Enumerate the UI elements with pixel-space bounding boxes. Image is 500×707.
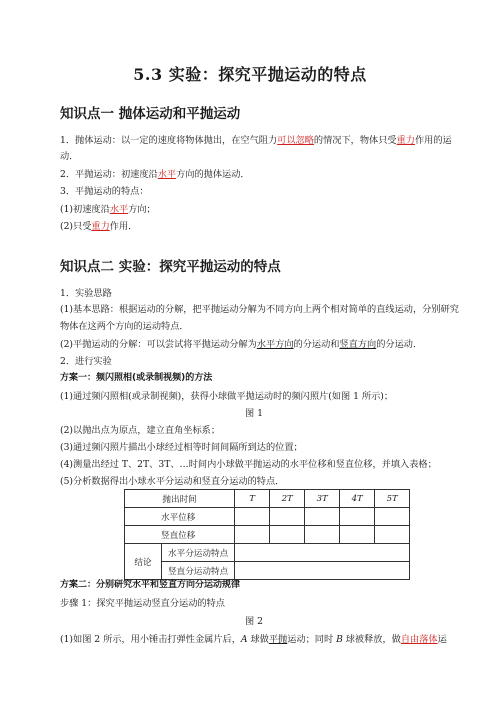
section-heading-1: 知识点一 抛体运动和平抛运动 [60,106,241,122]
paragraph-step-1: (1)通过频闪照相(或录制视频)，获得小球做平抛运动时的频闪照片(如图 1 所示)； [60,391,394,402]
paragraph-throw-motion: 1．抛体运动：以一定的速度将物体抛出，在空气阻力可以忽略的情况下，物体只受重力作用的运 [60,135,452,146]
answer-blank: 水平 [109,204,129,215]
table-row-label: 竖直分运动特点 [162,562,235,580]
table-row [125,526,410,544]
underlined-term: 平抛 [268,634,288,645]
answer-blank: 重力 [396,135,415,146]
paragraph-step-3: (3)通过频闪照片描出小球经过相等时间间隔所到达的位置； [60,442,303,453]
figure-2-caption: 图 2 [245,616,263,627]
paragraph-feature-1: (1)初速度沿水平方向； [60,204,156,215]
table-row [125,544,410,562]
paragraph-step-4: (4)测量出经过 T、2T、3T、…时间内小球做平抛运动的水平位移和竖直位移，并填入表格； [60,459,437,470]
paragraph-step-5: (5)分析数据得出小球水平分运动和竖直分运动的特点． [60,476,285,487]
table-col-header: T [235,490,270,508]
table-row [125,490,410,508]
paragraph-hammer: (1)如图 2 所示，用小锤击打弹性金属片后，A 球做平抛运动；同时 B 球被释放，做自由落体运 [60,634,447,645]
answer-blank: 重力 [91,221,110,232]
table-col-header: 2T [270,490,305,508]
answer-blank: 自由落体 [400,634,438,645]
paragraph-step-1b: 步骤 1：探究平抛运动竖直分运动的特点 [60,598,225,609]
underlined-term: 竖直方向 [339,339,377,350]
page-title: 5.3 实验：探究平抛运动的特点 [133,65,367,84]
table-col-header: 4T [340,490,375,508]
paragraph-basic-idea: (1)基本思路：根据运动的分解，把平抛运动分解为不同方向上两个相对简单的直线运动，分别研究 [60,304,459,315]
paragraph-throw-motion-cont: 动． [60,151,79,162]
paragraph-experiment: 2．进行实验 [60,356,112,367]
table-row-label: 水平位移 [125,508,235,526]
paragraph-decompose: (2)平抛运动的分解：可以尝试将平抛运动分解为水平方向的分运动和竖直方向的分运动． [60,339,423,350]
table-row-label: 水平分运动特点 [162,544,235,562]
table-col-header: 3T [305,490,340,508]
paragraph-feature-2: (2)只受重力作用． [60,221,138,232]
paragraph-features: 3．平抛运动的特点： [60,186,149,197]
answer-blank: 水平 [157,169,177,180]
table-col-header: 5T [375,490,410,508]
table-group-label: 结论 [125,544,162,580]
table-row [125,562,410,580]
data-table [124,489,410,580]
paragraph-step-2: (2)以抛出点为原点，建立直角坐标系； [60,425,221,436]
paragraph-basic-idea-cont: 物体在这两个方向的运动特点． [60,321,189,332]
answer-blank: 可以忽略 [277,135,314,146]
paragraph-approach: 1．实验思路 [60,288,112,299]
section-heading-2: 知识点二 实验：探究平抛运动的特点 [60,259,281,275]
plan-two-heading: 方案二：分别研究水平和竖直方向分运动规律 [60,580,241,590]
underlined-term: 水平方向 [256,339,294,350]
paragraph-projectile-def: 2．平抛运动：初速度沿水平方向的抛体运动． [60,169,250,180]
table-row [125,508,410,526]
figure-1-caption: 图 1 [245,408,263,419]
table-row-label: 竖直位移 [125,526,235,544]
plan-one-heading: 方案一：频闪照相(或录制视频)的方法 [60,373,213,383]
table-header-cell: 抛出时间 [125,490,235,508]
